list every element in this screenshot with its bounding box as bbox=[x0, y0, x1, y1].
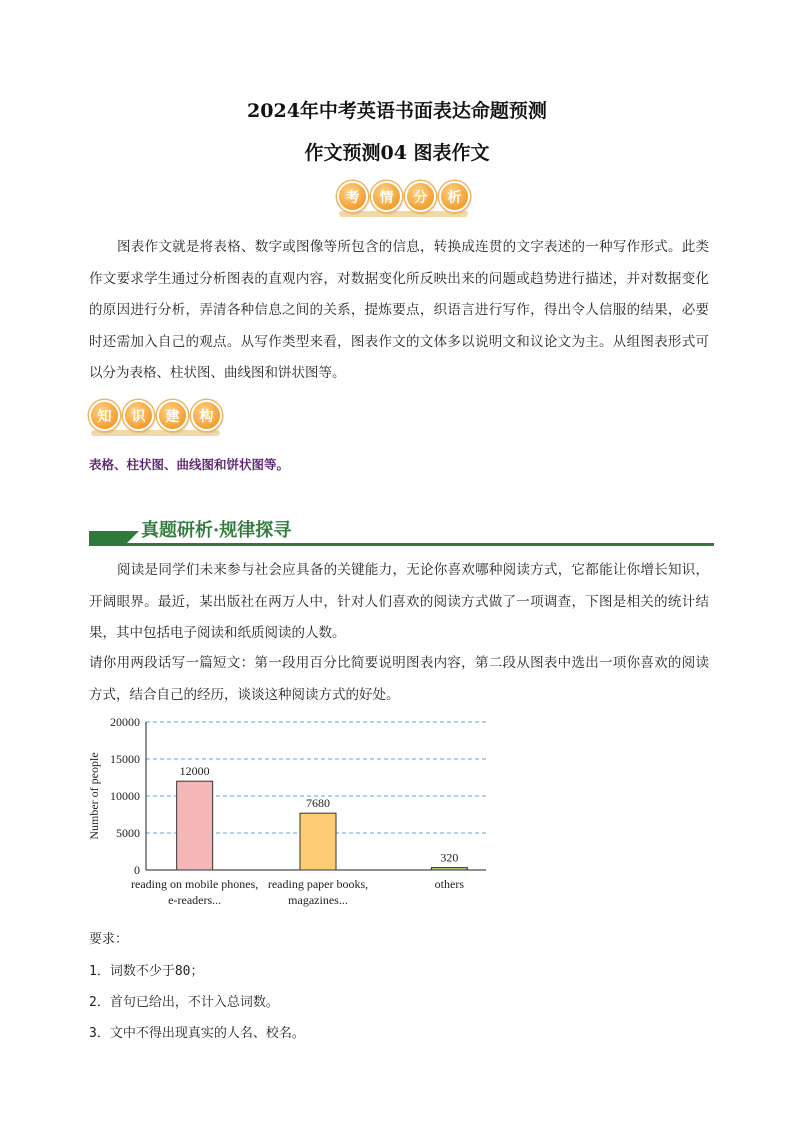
badge-underline bbox=[91, 430, 220, 436]
section-marker-tip bbox=[127, 531, 139, 543]
knowledge-badge bbox=[89, 400, 222, 431]
section-marker bbox=[89, 531, 127, 543]
badge-char: 知 bbox=[89, 400, 120, 431]
y-tick-label: 0 bbox=[134, 863, 140, 877]
y-tick-label: 15000 bbox=[110, 752, 140, 766]
requirement-item: 2．首句已给出，不计入总词数。 bbox=[89, 995, 279, 1010]
section-header bbox=[89, 514, 714, 550]
page-title: 2024年中考英语书面表达命题预测 bbox=[247, 100, 547, 122]
section-label: 真题研析·规律探寻 bbox=[141, 520, 292, 541]
y-tick-label: 20000 bbox=[110, 715, 140, 729]
badge-char: 建 bbox=[157, 400, 188, 431]
badge-char: 考 bbox=[337, 181, 368, 212]
task-instruction: 请你用两段话写一篇短文：第一段用百分比简要说明图表内容，第二段从图表中选出一项你喜欢的阅读方式，结合自己的经历，谈谈这种阅读方式的好处。 bbox=[89, 655, 709, 703]
section-underline bbox=[89, 543, 714, 546]
bar bbox=[177, 781, 213, 870]
x-tick-label: others bbox=[434, 877, 464, 891]
badge-char: 分 bbox=[405, 181, 436, 212]
badge-char: 情 bbox=[371, 181, 402, 212]
requirement-item: 3．文中不得出现真实的人名、校名。 bbox=[89, 1026, 305, 1041]
requirement-item: 1．词数不少于80； bbox=[89, 964, 204, 979]
analysis-badge bbox=[337, 181, 470, 212]
knowledge-text: 表格、柱状图、曲线图和饼状图等。 bbox=[89, 457, 290, 472]
data-label: 320 bbox=[440, 850, 459, 865]
bar bbox=[431, 868, 467, 870]
intro-paragraph: 图表作文就是将表格、数字或图像等所包含的信息，转换成连贯的文字表述的一种写作形式。此类作文要求学生通过分析图表的直观内容，对数据变化所反映出来的问题或趋势进行描述，并对数据变化的原因进行分析，弄清各种信息之间的关系，提炼要点，织语言进行写作，得出令人信服的结果，必要时还需加入自己的观点。从写作类型来看，图表作文的文体多以说明文和议论文为主。从组图表形式可以分为表格、柱状图、曲线图和饼状图等。 bbox=[89, 239, 709, 381]
y-tick-label: 5000 bbox=[116, 826, 140, 840]
page-subtitle: 作文预测04 图表作文 bbox=[304, 142, 490, 164]
x-tick-label: reading on mobile phones, bbox=[131, 877, 259, 891]
x-tick-label: reading paper books, bbox=[267, 877, 369, 891]
task-paragraph: 阅读是同学们未来参与社会应具备的关键能力，无论你喜欢哪种阅读方式，它都能让你增长知识，开阔眼界。最近，某出版社在两万人中，针对人们喜欢的阅读方式做了一项调查，下图是相关的统计结果，其中包括电子阅读和纸质阅读的人数。 bbox=[89, 562, 709, 641]
badge-char: 析 bbox=[439, 181, 470, 212]
data-label: 12000 bbox=[179, 764, 210, 779]
y-axis-label: Number of people bbox=[87, 752, 101, 840]
requirements-heading: 要求： bbox=[89, 932, 129, 947]
badge-char: 构 bbox=[191, 400, 222, 431]
bar-chart bbox=[78, 712, 498, 912]
badge-char: 识 bbox=[123, 400, 154, 431]
y-tick-label: 10000 bbox=[110, 789, 140, 803]
data-label: 7680 bbox=[306, 796, 330, 811]
bar bbox=[300, 813, 336, 870]
x-tick-label: e-readers... bbox=[168, 893, 222, 907]
badge-underline bbox=[339, 211, 468, 217]
x-tick-label: magazines... bbox=[288, 893, 348, 907]
